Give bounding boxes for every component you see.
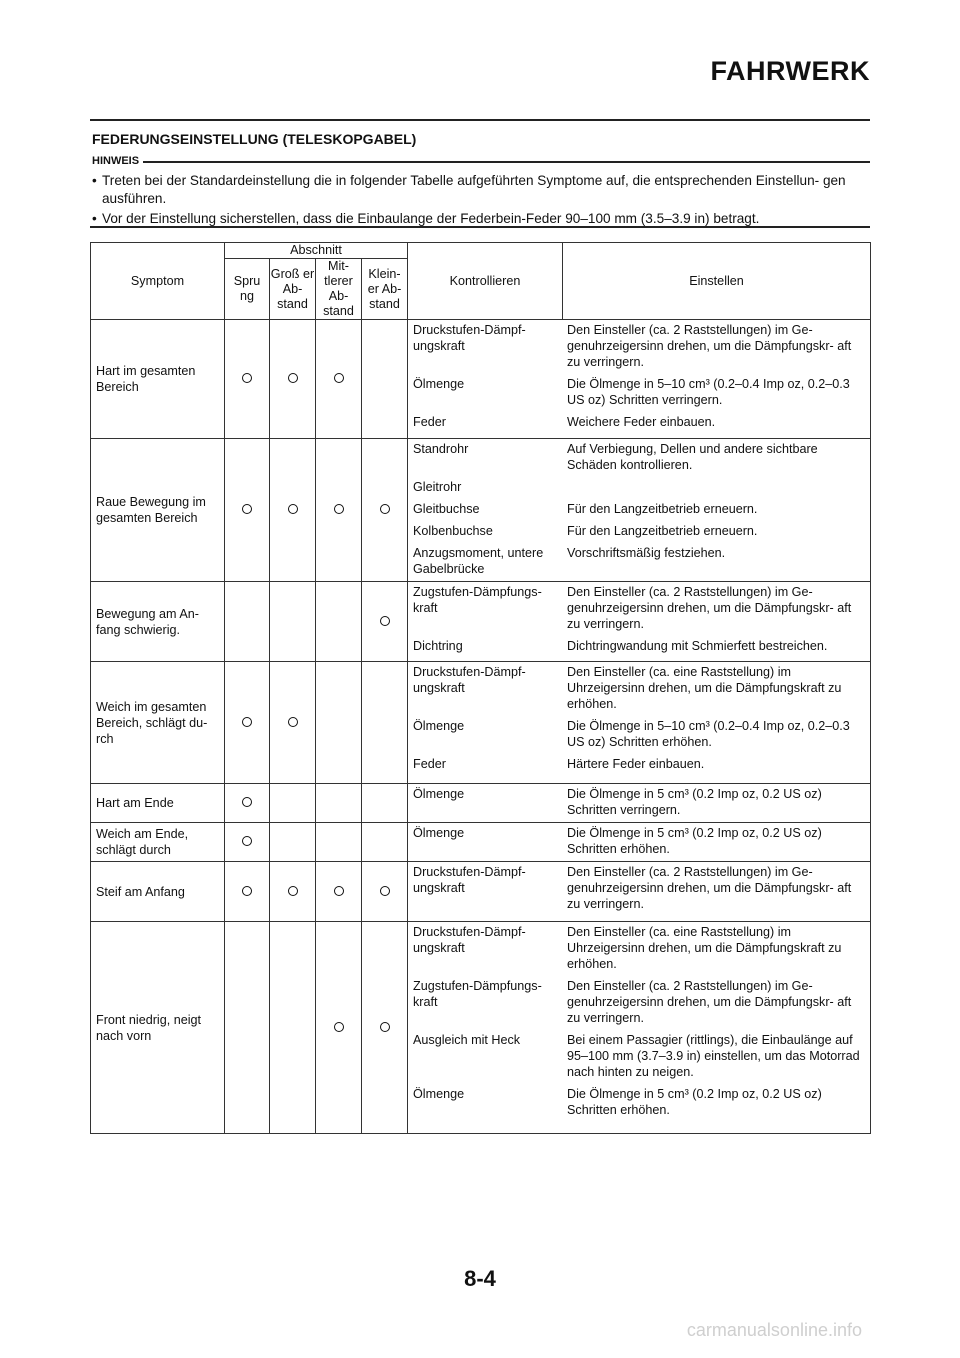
- header-section-small-gap: Klein- er Ab- stand: [362, 259, 408, 320]
- section-mark-cell: [270, 582, 316, 662]
- check-item: Zugstufen-Dämpfungs- kraft: [413, 979, 542, 1009]
- circle-mark-icon: [242, 717, 252, 727]
- table-body: [91, 320, 871, 1134]
- section-mark-cell: [225, 784, 270, 823]
- section-mark-cell: [225, 862, 270, 922]
- table-row: [91, 922, 871, 1134]
- table-row: [91, 784, 871, 823]
- check-adjust-cell: [408, 922, 871, 1134]
- check-adjust-pair: [408, 716, 870, 754]
- section-mark-cell: [225, 439, 270, 582]
- table-row: [91, 662, 871, 784]
- adjust-item: Den Einsteller (ca. 2 Raststellungen) im Ge- genuhrzeigersinn drehen, um die Dämpfungskr- aft zu verringern.: [567, 979, 852, 1025]
- table-row: [91, 582, 871, 662]
- check-adjust-pair: [408, 521, 870, 543]
- check-adjust-cell: [408, 582, 871, 662]
- circle-mark-icon: [334, 886, 344, 896]
- adjust-item: Den Einsteller (ca. eine Raststellung) im Uhrzeigersinn drehen, um die Dämpfungskraft zu erhöhen.: [567, 925, 842, 971]
- bullet-icon: •: [92, 211, 97, 226]
- section-mark-cell: [225, 922, 270, 1134]
- section-mark-cell: [316, 784, 362, 823]
- header-adjust: Einstellen: [563, 243, 871, 320]
- check-adjust-cell: [408, 439, 871, 582]
- adjust-item: Die Ölmenge in 5 cm³ (0.2 Imp oz, 0.2 US oz) Schritten erhöhen.: [567, 826, 822, 856]
- check-adjust-pair: [408, 320, 870, 374]
- circle-mark-icon: [242, 373, 252, 383]
- section-mark-cell: [362, 582, 408, 662]
- check-item: Ölmenge: [413, 719, 465, 733]
- symptom-cell: Hart im gesamten Bereich: [91, 320, 225, 439]
- symptom-cell: Weich im gesamten Bereich, schlägt du- rch: [91, 662, 225, 784]
- note-label: HINWEIS: [92, 155, 140, 167]
- section-mark-cell: [316, 582, 362, 662]
- section-mark-cell: [316, 662, 362, 784]
- adjust-item: Für den Langzeitbetrieb erneuern.: [567, 502, 758, 516]
- note-text: Vor der Einstellung sicherstellen, dass die Einbaulange der Federbein-Feder 90–100 mm (3.5–3.9 in) betragt.: [102, 211, 760, 226]
- check-adjust-pair: [408, 636, 870, 658]
- circle-mark-icon: [242, 504, 252, 514]
- check-adjust-pair: [408, 543, 870, 581]
- adjust-item: Die Ölmenge in 5 cm³ (0.2 Imp oz, 0.2 US oz) Schritten verringern.: [567, 787, 822, 817]
- section-mark-cell: [362, 862, 408, 922]
- section-heading: FEDERUNGSEINSTELLUNG (TELESKOPGABEL): [92, 131, 417, 147]
- check-adjust-cell: [408, 662, 871, 784]
- check-item: Gleitrohr: [413, 480, 462, 494]
- table-row: [91, 320, 871, 439]
- adjust-item: Den Einsteller (ca. 2 Raststellungen) im Ge- genuhrzeigersinn drehen, um die Dämpfungskr- aft zu verringern.: [567, 865, 852, 911]
- check-adjust-cell: [408, 862, 871, 922]
- chapter-title: FAHRWERK: [710, 56, 870, 86]
- check-item: Feder: [413, 757, 446, 771]
- section-mark-cell: [316, 439, 362, 582]
- check-item: Gleitbuchse: [413, 502, 480, 516]
- table-row: [91, 862, 871, 922]
- check-adjust-pair: [408, 922, 870, 976]
- bullet-icon: •: [92, 173, 97, 188]
- circle-mark-icon: [380, 504, 390, 514]
- check-item: Ölmenge: [413, 787, 465, 801]
- section-mark-cell: [316, 922, 362, 1134]
- check-adjust-pair: [408, 582, 870, 636]
- adjust-item: Härtere Feder einbauen.: [567, 757, 705, 771]
- check-item: Druckstufen-Dämpf- ungskraft: [413, 925, 526, 955]
- section-mark-cell: [225, 823, 270, 862]
- adjust-item: Die Ölmenge in 5–10 cm³ (0.2–0.4 Imp oz, 0.2–0.3 US oz) Schritten verringern.: [567, 377, 850, 407]
- adjust-item: Dichtringwandung mit Schmierfett bestreichen.: [567, 639, 828, 653]
- check-adjust-pair: [408, 374, 870, 412]
- note-item: [92, 172, 870, 208]
- check-item: Dichtring: [413, 639, 463, 653]
- symptom-cell: Front niedrig, neigt nach vorn: [91, 922, 225, 1134]
- check-adjust-pair: [408, 862, 870, 916]
- section-mark-cell: [362, 320, 408, 439]
- check-adjust-pair: [408, 754, 870, 776]
- circle-mark-icon: [288, 717, 298, 727]
- header-section-medium-gap: Mit- tlerer Ab- stand: [316, 259, 362, 320]
- note-text: Treten bei der Standardeinstellung die in folgender Tabelle aufgeführten Symptome auf, die entsprechenden Einstellun- gen ausführen.: [102, 173, 846, 206]
- check-item: Ausgleich mit Heck: [413, 1033, 521, 1047]
- circle-mark-icon: [380, 1022, 390, 1032]
- check-adjust-pair: [408, 477, 870, 499]
- adjust-item: Die Ölmenge in 5–10 cm³ (0.2–0.4 Imp oz, 0.2–0.3 US oz) Schritten erhöhen.: [567, 719, 850, 749]
- symptom-cell: Bewegung am An- fang schwierig.: [91, 582, 225, 662]
- circle-mark-icon: [242, 886, 252, 896]
- circle-mark-icon: [242, 836, 252, 846]
- check-adjust-pair: [408, 1030, 870, 1084]
- check-adjust-pair: [408, 976, 870, 1030]
- watermark: carmanualsonline.info: [686, 1320, 862, 1340]
- adjust-item: Für den Langzeitbetrieb erneuern.: [567, 524, 758, 538]
- check-item: Ölmenge: [413, 826, 465, 840]
- adjust-item: [563, 479, 870, 495]
- adjust-item: Auf Verbiegung, Dellen und andere sichtbare Schäden kontrollieren.: [567, 442, 818, 472]
- circle-mark-icon: [288, 886, 298, 896]
- section-mark-cell: [225, 662, 270, 784]
- section-mark-cell: [362, 784, 408, 823]
- check-adjust-pair: [408, 823, 870, 861]
- check-adjust-pair: [408, 784, 870, 822]
- circle-mark-icon: [288, 504, 298, 514]
- symptom-cell: Raue Bewegung im gesamten Bereich: [91, 439, 225, 582]
- section-mark-cell: [362, 662, 408, 784]
- check-adjust-pair: [408, 412, 870, 434]
- adjust-item: Den Einsteller (ca. 2 Raststellungen) im Ge- genuhrzeigersinn drehen, um die Dämpfungskr- aft zu verringern.: [567, 323, 852, 369]
- circle-mark-icon: [334, 504, 344, 514]
- check-item: Druckstufen-Dämpf- ungskraft: [413, 865, 526, 895]
- circle-mark-icon: [380, 616, 390, 626]
- adjust-item: Weichere Feder einbauen.: [567, 415, 716, 429]
- section-mark-cell: [270, 662, 316, 784]
- section-mark-cell: [316, 320, 362, 439]
- check-adjust-pair: [408, 439, 870, 477]
- circle-mark-icon: [242, 797, 252, 807]
- check-adjust-pair: [408, 662, 870, 716]
- check-item: Feder: [413, 415, 446, 429]
- note-list: [92, 172, 870, 230]
- symptom-cell: Hart am Ende: [91, 784, 225, 823]
- circle-mark-icon: [334, 373, 344, 383]
- section-mark-cell: [270, 823, 316, 862]
- header-section: Abschnitt: [225, 243, 408, 259]
- check-item: Druckstufen-Dämpf- ungskraft: [413, 323, 526, 353]
- adjust-item: Bei einem Passagier (rittlings), die Einbaulänge auf 95–100 mm (3.7–3.9 in) einstellen, um das Motorrad nach hinten zu neigen.: [567, 1033, 860, 1079]
- section-mark-cell: [225, 582, 270, 662]
- section-mark-cell: [270, 862, 316, 922]
- section-mark-cell: [362, 823, 408, 862]
- check-item: Kolbenbuchse: [413, 524, 493, 538]
- adjustment-table: [90, 242, 871, 1134]
- adjust-item: Den Einsteller (ca. 2 Raststellungen) im Ge- genuhrzeigersinn drehen, um die Dämpfungskr- aft zu verringern.: [567, 585, 852, 631]
- table-row: [91, 823, 871, 862]
- note-end-rule: [90, 226, 870, 228]
- check-adjust-cell: [408, 784, 871, 823]
- note-rule: [143, 161, 870, 163]
- header-check: Kontrollieren: [408, 243, 563, 320]
- page-number: 8-4: [464, 1266, 496, 1291]
- header-rule: [90, 119, 870, 121]
- adjust-item: Vorschriftsmäßig festziehen.: [567, 546, 726, 560]
- section-mark-cell: [270, 320, 316, 439]
- note-header: [92, 155, 870, 167]
- section-mark-cell: [270, 784, 316, 823]
- circle-mark-icon: [288, 373, 298, 383]
- check-item: Druckstufen-Dämpf- ungskraft: [413, 665, 526, 695]
- check-adjust-cell: [408, 823, 871, 862]
- check-item: Standrohr: [413, 442, 469, 456]
- check-item: Zugstufen-Dämpfungs- kraft: [413, 585, 542, 615]
- circle-mark-icon: [334, 1022, 344, 1032]
- check-item: Anzugsmoment, untere Gabelbrücke: [413, 546, 544, 576]
- header-symptom: Symptom: [91, 243, 225, 320]
- section-mark-cell: [225, 320, 270, 439]
- table-row: [91, 439, 871, 582]
- adjust-item: Den Einsteller (ca. eine Raststellung) im Uhrzeigersinn drehen, um die Dämpfungskraft zu erhöhen.: [567, 665, 842, 711]
- section-mark-cell: [362, 922, 408, 1134]
- check-adjust-pair: [408, 499, 870, 521]
- header-section-large-gap: Groß er Ab- stand: [270, 259, 316, 320]
- check-item: Ölmenge: [413, 377, 465, 391]
- header-section-jump: Spru ng: [225, 259, 270, 320]
- check-adjust-pair: [408, 1084, 870, 1122]
- check-adjust-cell: [408, 320, 871, 439]
- symptom-cell: Weich am Ende, schlägt durch: [91, 823, 225, 862]
- section-mark-cell: [362, 439, 408, 582]
- section-mark-cell: [316, 823, 362, 862]
- symptom-cell: Steif am Anfang: [91, 862, 225, 922]
- section-mark-cell: [316, 862, 362, 922]
- circle-mark-icon: [380, 886, 390, 896]
- section-mark-cell: [270, 439, 316, 582]
- adjust-item: Die Ölmenge in 5 cm³ (0.2 Imp oz, 0.2 US oz) Schritten erhöhen.: [567, 1087, 822, 1117]
- check-item: Ölmenge: [413, 1087, 465, 1101]
- section-mark-cell: [270, 922, 316, 1134]
